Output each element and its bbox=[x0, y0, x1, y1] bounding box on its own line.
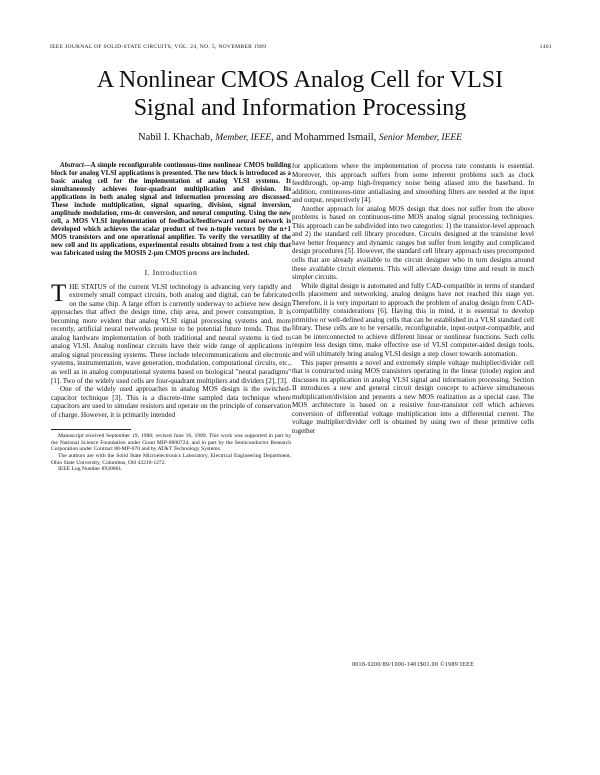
copyright-line: 0018-9200/89/1000-1401$01.00 ©1989 IEEE bbox=[351, 662, 475, 668]
journal-header: IEEE JOURNAL OF SOLID-STATE CIRCUITS, VOL. 24, NO. 5, NOVEMBER 1989 bbox=[50, 44, 267, 50]
intro-paragraph-2: One of the widely used approaches in analog MOS design is the switched-capacitor technique [3]. This is a discrete-time sampled data technique where capacitors are used to simulate resistors and operate on the principle of conservation of charge. However, it is primarily intended bbox=[51, 385, 291, 419]
title-line-1: A Nonlinear CMOS Analog Cell for VLSI bbox=[96, 67, 504, 93]
section-heading: I. Introduction bbox=[144, 268, 198, 277]
author-1-title: Member, IEEE, bbox=[215, 133, 274, 143]
footnote-log-number: IEEE Log Number 8930801. bbox=[58, 466, 123, 473]
left-column bbox=[51, 162, 291, 473]
author-1: Nabil I. Khachab, bbox=[138, 132, 213, 143]
abstract-label: Abstract bbox=[60, 162, 84, 169]
right-paragraph-3: While digital design is automated and fully CAD-compatible in terms of standard cells placement and networking, analog designs have not reached this stage yet. Therefore, it is very important to approach the problem of analog design from CAD-compatibility considerations [6]. Having this in mind, it is essential to develop primitive or well-defined analog cells that can be established in a VLSI standard cell library. These cells are to be versatile, reconfigurable, input-output-compatible, and can be interconnected to achieve different linear or nonlinear functions. Such cells require less design time, make effective use of VLSI computer-aided design tools, and will ultimately bring analog VLSI design a step closer towards automation. bbox=[292, 281, 534, 359]
author-2: Mohammed Ismail, bbox=[294, 132, 377, 143]
right-column bbox=[292, 162, 534, 436]
author-2-title: Senior Member, IEEE bbox=[378, 133, 462, 143]
drop-cap: T bbox=[51, 279, 67, 307]
abstract bbox=[51, 162, 291, 258]
footnote-rule bbox=[51, 429, 131, 430]
abstract-text: —A simple reconfigurable continuous-time nonlinear CMOS building block for analog VLSI applications is presented. The new block is introduced as a basic analog cell for the implementation of analog VLSI systems. It simultaneously achieves four-quadrant multiplication and division. Its applications in both analog signal and information processing are discussed. These include multiplication, signal squaring, division, signal inversion, amplitude modulation, rms-dc conversion, and neural computing. Using the new cell, a MOS VLSI implementation of feedback/feedforward neural network is developed which achieves the scalar product of two n-tuple vectors by the n+1 MOS transistors and one operational amplifier. To verify the versatility of the new cell and its applications, experimental results obtained from a test chip that was fabricated using the MOSIS 2-μm CMOS process are included. bbox=[51, 162, 291, 257]
intro-smallcaps: HE STATUS bbox=[69, 282, 107, 291]
footnote-affiliation: The authors are with the Solid State Microelectronics Laboratory, Electrical Engineering Department, Ohio State University, Columbus, OH 43210-1272. bbox=[51, 453, 291, 466]
author-conj: and bbox=[276, 132, 292, 143]
paper-title bbox=[40, 66, 560, 122]
right-paragraph-4: This paper presents a novel and extremely simple voltage multiplier/divider cell that is constructed using MOS transistors operating in the linear (triode) region and discusses its application in analog VLSI signal and information processing. Section II introduces a new and general circuit design concept to achieve simultaneous multiplication/division and presents a new MOS realization as a special case. The MOS architecture is based on a resistive four-transistor cell which achieves conversion of differential voltage multiplication into a differential current. The voltage multiplier/divider cell is obtained by using two of these primitive cells together bbox=[292, 358, 534, 435]
author-line bbox=[40, 132, 560, 143]
intro-text-1: of the current VLSI technology is advancing very rapidly and extremely small compact circuits, both analog and digital, can be fabricated on the same chip. A large effort is currently underway to achieve new design approaches that affect the design time, chip area, and power consumption. It is becoming more evident that analog VLSI signal processing systems and, more recently, artificial neural networks promise to be potential future trends. Thus the analog hardware implementation of both traditional and neural systems is tied to analog VLSI. Analog nonlinear circuits have their wide range of applications in analog signal processing systems. These include telecommunications and electronic systems, instrumentation, wave generation, modulation, computational circuits, etc., as well as in analog computational systems based on biological "neural paradigms" [1]. Two of the widely used cells are four-quadrant multipliers and dividers [2], [3]. bbox=[51, 282, 291, 385]
running-header bbox=[50, 44, 552, 50]
right-paragraph-1: for applications where the implementation of process rate constants is essential. Moreover, this approach suffers from some inherent problems such as clock feedthrough, op-amp high-frequency noise being aliased into the baseband. In addition, continuous-time antialiasing and smoothing filters are needed at the input and output, respectively [4]. bbox=[292, 162, 534, 205]
page-number: 1401 bbox=[539, 44, 552, 50]
intro-paragraph-1 bbox=[51, 279, 291, 386]
footnote-manuscript: Manuscript received September 19, 1988; revised June 16, 1989. This work was supported in part by the National Science Foundation under Grant MIP-8800724, and in part by the Semiconductor Research Corporation under Contract 88-MP-070 and by AT&T Technology Systems. bbox=[51, 433, 291, 453]
title-line-2: Signal and Information Processing bbox=[133, 95, 467, 121]
right-paragraph-2: Another approach for analog MOS design that does not suffer from the above problems is based on continuous-time MOS analog signal processing techniques. This approach can be subdivided into two categories: 1) the transistor-level approach and 2) the standard cell library procedure. Circuits designed at the transistor level have better frequency and dynamic ranges but suffer from lengthy and complicated design procedures [5]. However, the standard cell library approach uses precomputed cells that are already available to the circuit designer who in turn designs around these available circuit elements. This will alleviate design time and result in much simpler circuits. bbox=[292, 204, 534, 282]
